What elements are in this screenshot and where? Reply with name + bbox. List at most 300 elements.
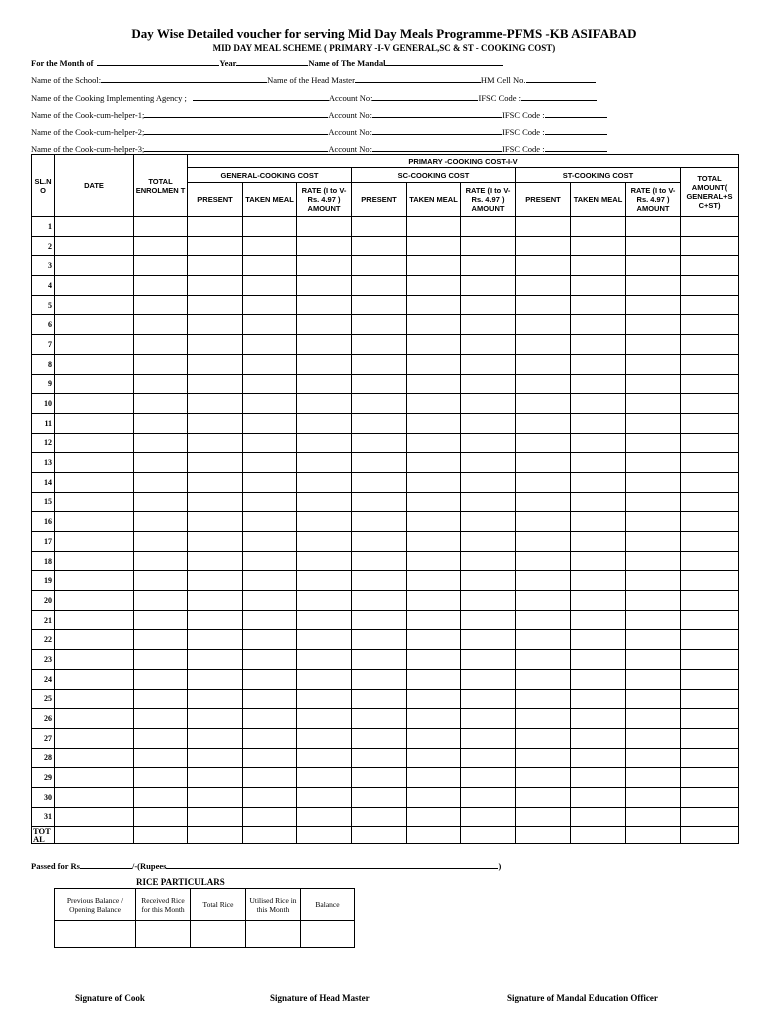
entry-cell[interactable] <box>188 532 243 552</box>
entry-cell[interactable] <box>243 709 297 729</box>
entry-cell[interactable] <box>134 689 188 709</box>
entry-cell[interactable] <box>681 512 739 532</box>
entry-cell[interactable] <box>626 650 681 670</box>
entry-cell[interactable] <box>516 728 571 748</box>
entry-cell[interactable] <box>571 571 626 591</box>
agency-account-field[interactable] <box>372 93 478 101</box>
entry-cell[interactable] <box>626 787 681 807</box>
entry-cell[interactable] <box>407 217 461 237</box>
entry-cell[interactable] <box>352 650 407 670</box>
entry-cell[interactable] <box>352 551 407 571</box>
entry-cell[interactable] <box>243 630 297 650</box>
entry-cell[interactable] <box>297 768 352 788</box>
entry-cell[interactable] <box>297 728 352 748</box>
entry-cell[interactable] <box>55 709 134 729</box>
entry-cell[interactable] <box>461 532 516 552</box>
entry-cell[interactable] <box>188 492 243 512</box>
entry-cell[interactable] <box>134 453 188 473</box>
entry-cell[interactable] <box>571 295 626 315</box>
total-cell[interactable] <box>297 827 352 844</box>
entry-cell[interactable] <box>516 512 571 532</box>
entry-cell[interactable] <box>571 787 626 807</box>
entry-cell[interactable] <box>516 276 571 296</box>
mandal-field[interactable] <box>385 58 503 66</box>
school-field[interactable] <box>101 75 267 83</box>
entry-cell[interactable] <box>407 472 461 492</box>
entry-cell[interactable] <box>55 374 134 394</box>
entry-cell[interactable] <box>55 433 134 453</box>
entry-cell[interactable] <box>243 551 297 571</box>
entry-cell[interactable] <box>134 610 188 630</box>
entry-cell[interactable] <box>407 807 461 827</box>
entry-cell[interactable] <box>516 650 571 670</box>
helper3-ifsc-field[interactable] <box>545 144 607 152</box>
entry-cell[interactable] <box>461 768 516 788</box>
entry-cell[interactable] <box>407 453 461 473</box>
entry-cell[interactable] <box>243 669 297 689</box>
entry-cell[interactable] <box>55 610 134 630</box>
entry-cell[interactable] <box>243 728 297 748</box>
entry-cell[interactable] <box>407 256 461 276</box>
entry-cell[interactable] <box>571 276 626 296</box>
entry-cell[interactable] <box>461 236 516 256</box>
entry-cell[interactable] <box>571 335 626 355</box>
entry-cell[interactable] <box>243 236 297 256</box>
entry-cell[interactable] <box>55 748 134 768</box>
entry-cell[interactable] <box>571 591 626 611</box>
total-cell[interactable] <box>626 827 681 844</box>
entry-cell[interactable] <box>516 669 571 689</box>
entry-cell[interactable] <box>55 768 134 788</box>
entry-cell[interactable] <box>626 709 681 729</box>
entry-cell[interactable] <box>571 413 626 433</box>
entry-cell[interactable] <box>188 217 243 237</box>
entry-cell[interactable] <box>571 394 626 414</box>
entry-cell[interactable] <box>516 413 571 433</box>
entry-cell[interactable] <box>188 453 243 473</box>
entry-cell[interactable] <box>188 571 243 591</box>
entry-cell[interactable] <box>571 748 626 768</box>
rice-utilised-cell[interactable] <box>246 921 301 948</box>
entry-cell[interactable] <box>352 610 407 630</box>
entry-cell[interactable] <box>243 276 297 296</box>
entry-cell[interactable] <box>297 748 352 768</box>
helper1-ifsc-field[interactable] <box>545 110 607 118</box>
entry-cell[interactable] <box>297 354 352 374</box>
entry-cell[interactable] <box>243 472 297 492</box>
entry-cell[interactable] <box>681 532 739 552</box>
rice-total-cell[interactable] <box>191 921 246 948</box>
entry-cell[interactable] <box>134 591 188 611</box>
entry-cell[interactable] <box>516 453 571 473</box>
entry-cell[interactable] <box>681 492 739 512</box>
entry-cell[interactable] <box>681 217 739 237</box>
helper1-account-field[interactable] <box>372 110 502 118</box>
entry-cell[interactable] <box>352 295 407 315</box>
entry-cell[interactable] <box>243 354 297 374</box>
entry-cell[interactable] <box>134 433 188 453</box>
entry-cell[interactable] <box>352 669 407 689</box>
entry-cell[interactable] <box>55 787 134 807</box>
entry-cell[interactable] <box>681 256 739 276</box>
helper3-account-field[interactable] <box>372 144 502 152</box>
entry-cell[interactable] <box>297 453 352 473</box>
entry-cell[interactable] <box>134 354 188 374</box>
entry-cell[interactable] <box>626 610 681 630</box>
entry-cell[interactable] <box>188 768 243 788</box>
entry-cell[interactable] <box>626 748 681 768</box>
entry-cell[interactable] <box>516 335 571 355</box>
entry-cell[interactable] <box>571 354 626 374</box>
entry-cell[interactable] <box>352 276 407 296</box>
entry-cell[interactable] <box>516 315 571 335</box>
entry-cell[interactable] <box>134 551 188 571</box>
entry-cell[interactable] <box>297 787 352 807</box>
entry-cell[interactable] <box>571 610 626 630</box>
entry-cell[interactable] <box>461 630 516 650</box>
entry-cell[interactable] <box>55 492 134 512</box>
entry-cell[interactable] <box>297 669 352 689</box>
entry-cell[interactable] <box>516 532 571 552</box>
entry-cell[interactable] <box>243 591 297 611</box>
entry-cell[interactable] <box>681 807 739 827</box>
entry-cell[interactable] <box>134 532 188 552</box>
total-cell[interactable] <box>516 827 571 844</box>
entry-cell[interactable] <box>297 532 352 552</box>
entry-cell[interactable] <box>461 394 516 414</box>
entry-cell[interactable] <box>516 236 571 256</box>
entry-cell[interactable] <box>516 748 571 768</box>
entry-cell[interactable] <box>681 295 739 315</box>
entry-cell[interactable] <box>55 236 134 256</box>
entry-cell[interactable] <box>407 295 461 315</box>
entry-cell[interactable] <box>571 217 626 237</box>
entry-cell[interactable] <box>571 256 626 276</box>
entry-cell[interactable] <box>134 413 188 433</box>
entry-cell[interactable] <box>516 630 571 650</box>
entry-cell[interactable] <box>461 689 516 709</box>
entry-cell[interactable] <box>188 807 243 827</box>
entry-cell[interactable] <box>681 315 739 335</box>
entry-cell[interactable] <box>352 335 407 355</box>
entry-cell[interactable] <box>407 413 461 433</box>
entry-cell[interactable] <box>55 217 134 237</box>
entry-cell[interactable] <box>55 571 134 591</box>
entry-cell[interactable] <box>55 315 134 335</box>
entry-cell[interactable] <box>55 354 134 374</box>
entry-cell[interactable] <box>461 591 516 611</box>
entry-cell[interactable] <box>297 472 352 492</box>
entry-cell[interactable] <box>352 256 407 276</box>
entry-cell[interactable] <box>352 728 407 748</box>
entry-cell[interactable] <box>188 374 243 394</box>
entry-cell[interactable] <box>297 413 352 433</box>
entry-cell[interactable] <box>243 453 297 473</box>
entry-cell[interactable] <box>297 492 352 512</box>
entry-cell[interactable] <box>243 610 297 630</box>
entry-cell[interactable] <box>134 650 188 670</box>
entry-cell[interactable] <box>407 630 461 650</box>
entry-cell[interactable] <box>352 748 407 768</box>
entry-cell[interactable] <box>571 650 626 670</box>
entry-cell[interactable] <box>626 374 681 394</box>
entry-cell[interactable] <box>571 512 626 532</box>
entry-cell[interactable] <box>352 807 407 827</box>
entry-cell[interactable] <box>243 689 297 709</box>
entry-cell[interactable] <box>188 276 243 296</box>
entry-cell[interactable] <box>461 728 516 748</box>
entry-cell[interactable] <box>55 472 134 492</box>
total-cell[interactable] <box>243 827 297 844</box>
entry-cell[interactable] <box>55 532 134 552</box>
rice-opening-balance-cell[interactable] <box>55 921 136 948</box>
entry-cell[interactable] <box>626 453 681 473</box>
entry-cell[interactable] <box>297 610 352 630</box>
entry-cell[interactable] <box>407 335 461 355</box>
entry-cell[interactable] <box>188 709 243 729</box>
entry-cell[interactable] <box>626 236 681 256</box>
entry-cell[interactable] <box>134 472 188 492</box>
entry-cell[interactable] <box>55 276 134 296</box>
entry-cell[interactable] <box>297 650 352 670</box>
entry-cell[interactable] <box>134 728 188 748</box>
entry-cell[interactable] <box>188 748 243 768</box>
entry-cell[interactable] <box>352 689 407 709</box>
entry-cell[interactable] <box>461 335 516 355</box>
entry-cell[interactable] <box>243 433 297 453</box>
entry-cell[interactable] <box>297 630 352 650</box>
entry-cell[interactable] <box>55 650 134 670</box>
entry-cell[interactable] <box>297 217 352 237</box>
entry-cell[interactable] <box>55 630 134 650</box>
rice-balance-cell[interactable] <box>301 921 355 948</box>
entry-cell[interactable] <box>352 768 407 788</box>
entry-cell[interactable] <box>407 709 461 729</box>
entry-cell[interactable] <box>134 276 188 296</box>
entry-cell[interactable] <box>407 433 461 453</box>
entry-cell[interactable] <box>134 315 188 335</box>
entry-cell[interactable] <box>55 591 134 611</box>
entry-cell[interactable] <box>297 315 352 335</box>
entry-cell[interactable] <box>407 748 461 768</box>
entry-cell[interactable] <box>681 453 739 473</box>
entry-cell[interactable] <box>297 512 352 532</box>
entry-cell[interactable] <box>571 630 626 650</box>
entry-cell[interactable] <box>571 669 626 689</box>
entry-cell[interactable] <box>681 571 739 591</box>
entry-cell[interactable] <box>297 394 352 414</box>
entry-cell[interactable] <box>461 276 516 296</box>
entry-cell[interactable] <box>571 236 626 256</box>
entry-cell[interactable] <box>188 610 243 630</box>
entry-cell[interactable] <box>243 335 297 355</box>
entry-cell[interactable] <box>461 492 516 512</box>
entry-cell[interactable] <box>516 354 571 374</box>
entry-cell[interactable] <box>516 571 571 591</box>
entry-cell[interactable] <box>407 354 461 374</box>
hm-cell-field[interactable] <box>526 75 596 83</box>
total-cell[interactable] <box>55 827 134 844</box>
entry-cell[interactable] <box>407 512 461 532</box>
entry-cell[interactable] <box>626 768 681 788</box>
entry-cell[interactable] <box>626 256 681 276</box>
entry-cell[interactable] <box>352 394 407 414</box>
entry-cell[interactable] <box>188 650 243 670</box>
entry-cell[interactable] <box>134 256 188 276</box>
entry-cell[interactable] <box>626 551 681 571</box>
entry-cell[interactable] <box>55 413 134 433</box>
entry-cell[interactable] <box>134 295 188 315</box>
entry-cell[interactable] <box>407 591 461 611</box>
entry-cell[interactable] <box>681 335 739 355</box>
entry-cell[interactable] <box>516 394 571 414</box>
entry-cell[interactable] <box>55 551 134 571</box>
entry-cell[interactable] <box>134 768 188 788</box>
entry-cell[interactable] <box>626 532 681 552</box>
entry-cell[interactable] <box>188 315 243 335</box>
entry-cell[interactable] <box>461 217 516 237</box>
entry-cell[interactable] <box>352 571 407 591</box>
entry-cell[interactable] <box>297 709 352 729</box>
entry-cell[interactable] <box>681 276 739 296</box>
entry-cell[interactable] <box>571 728 626 748</box>
entry-cell[interactable] <box>461 472 516 492</box>
entry-cell[interactable] <box>516 807 571 827</box>
entry-cell[interactable] <box>461 453 516 473</box>
entry-cell[interactable] <box>681 728 739 748</box>
entry-cell[interactable] <box>188 551 243 571</box>
entry-cell[interactable] <box>571 551 626 571</box>
entry-cell[interactable] <box>626 728 681 748</box>
entry-cell[interactable] <box>134 394 188 414</box>
entry-cell[interactable] <box>188 413 243 433</box>
entry-cell[interactable] <box>134 492 188 512</box>
entry-cell[interactable] <box>352 787 407 807</box>
entry-cell[interactable] <box>188 512 243 532</box>
entry-cell[interactable] <box>461 709 516 729</box>
entry-cell[interactable] <box>626 354 681 374</box>
entry-cell[interactable] <box>134 669 188 689</box>
entry-cell[interactable] <box>461 551 516 571</box>
rupees-words-field[interactable] <box>166 861 498 869</box>
entry-cell[interactable] <box>407 689 461 709</box>
total-cell[interactable] <box>188 827 243 844</box>
entry-cell[interactable] <box>461 374 516 394</box>
entry-cell[interactable] <box>516 610 571 630</box>
entry-cell[interactable] <box>516 217 571 237</box>
entry-cell[interactable] <box>134 236 188 256</box>
entry-cell[interactable] <box>461 295 516 315</box>
entry-cell[interactable] <box>626 630 681 650</box>
entry-cell[interactable] <box>297 236 352 256</box>
entry-cell[interactable] <box>571 768 626 788</box>
entry-cell[interactable] <box>188 630 243 650</box>
entry-cell[interactable] <box>626 807 681 827</box>
month-field[interactable] <box>97 58 219 66</box>
entry-cell[interactable] <box>461 354 516 374</box>
total-cell[interactable] <box>407 827 461 844</box>
entry-cell[interactable] <box>352 630 407 650</box>
entry-cell[interactable] <box>681 472 739 492</box>
helper2-ifsc-field[interactable] <box>545 127 607 135</box>
entry-cell[interactable] <box>681 354 739 374</box>
entry-cell[interactable] <box>134 571 188 591</box>
entry-cell[interactable] <box>626 571 681 591</box>
entry-cell[interactable] <box>516 472 571 492</box>
entry-cell[interactable] <box>461 413 516 433</box>
entry-cell[interactable] <box>626 276 681 296</box>
entry-cell[interactable] <box>626 512 681 532</box>
entry-cell[interactable] <box>188 591 243 611</box>
entry-cell[interactable] <box>571 315 626 335</box>
entry-cell[interactable] <box>188 236 243 256</box>
entry-cell[interactable] <box>55 669 134 689</box>
entry-cell[interactable] <box>626 335 681 355</box>
entry-cell[interactable] <box>407 236 461 256</box>
total-cell[interactable] <box>681 827 739 844</box>
entry-cell[interactable] <box>626 315 681 335</box>
entry-cell[interactable] <box>681 433 739 453</box>
entry-cell[interactable] <box>352 433 407 453</box>
total-cell[interactable] <box>571 827 626 844</box>
entry-cell[interactable] <box>516 591 571 611</box>
entry-cell[interactable] <box>134 217 188 237</box>
entry-cell[interactable] <box>297 276 352 296</box>
entry-cell[interactable] <box>681 669 739 689</box>
helper2-field[interactable] <box>144 127 328 135</box>
entry-cell[interactable] <box>352 453 407 473</box>
entry-cell[interactable] <box>243 787 297 807</box>
entry-cell[interactable] <box>407 394 461 414</box>
entry-cell[interactable] <box>461 807 516 827</box>
entry-cell[interactable] <box>55 256 134 276</box>
entry-cell[interactable] <box>626 394 681 414</box>
entry-cell[interactable] <box>571 492 626 512</box>
entry-cell[interactable] <box>352 591 407 611</box>
entry-cell[interactable] <box>352 472 407 492</box>
entry-cell[interactable] <box>188 295 243 315</box>
entry-cell[interactable] <box>626 413 681 433</box>
entry-cell[interactable] <box>352 512 407 532</box>
entry-cell[interactable] <box>297 689 352 709</box>
entry-cell[interactable] <box>243 748 297 768</box>
total-cell[interactable] <box>352 827 407 844</box>
entry-cell[interactable] <box>626 669 681 689</box>
entry-cell[interactable] <box>516 787 571 807</box>
entry-cell[interactable] <box>55 807 134 827</box>
entry-cell[interactable] <box>55 728 134 748</box>
entry-cell[interactable] <box>461 610 516 630</box>
entry-cell[interactable] <box>188 787 243 807</box>
entry-cell[interactable] <box>407 610 461 630</box>
entry-cell[interactable] <box>352 492 407 512</box>
entry-cell[interactable] <box>516 551 571 571</box>
entry-cell[interactable] <box>571 374 626 394</box>
entry-cell[interactable] <box>243 256 297 276</box>
entry-cell[interactable] <box>571 472 626 492</box>
entry-cell[interactable] <box>352 374 407 394</box>
entry-cell[interactable] <box>407 571 461 591</box>
entry-cell[interactable] <box>243 374 297 394</box>
entry-cell[interactable] <box>297 433 352 453</box>
entry-cell[interactable] <box>681 689 739 709</box>
entry-cell[interactable] <box>297 335 352 355</box>
entry-cell[interactable] <box>516 374 571 394</box>
entry-cell[interactable] <box>461 650 516 670</box>
entry-cell[interactable] <box>297 591 352 611</box>
entry-cell[interactable] <box>407 669 461 689</box>
entry-cell[interactable] <box>352 315 407 335</box>
